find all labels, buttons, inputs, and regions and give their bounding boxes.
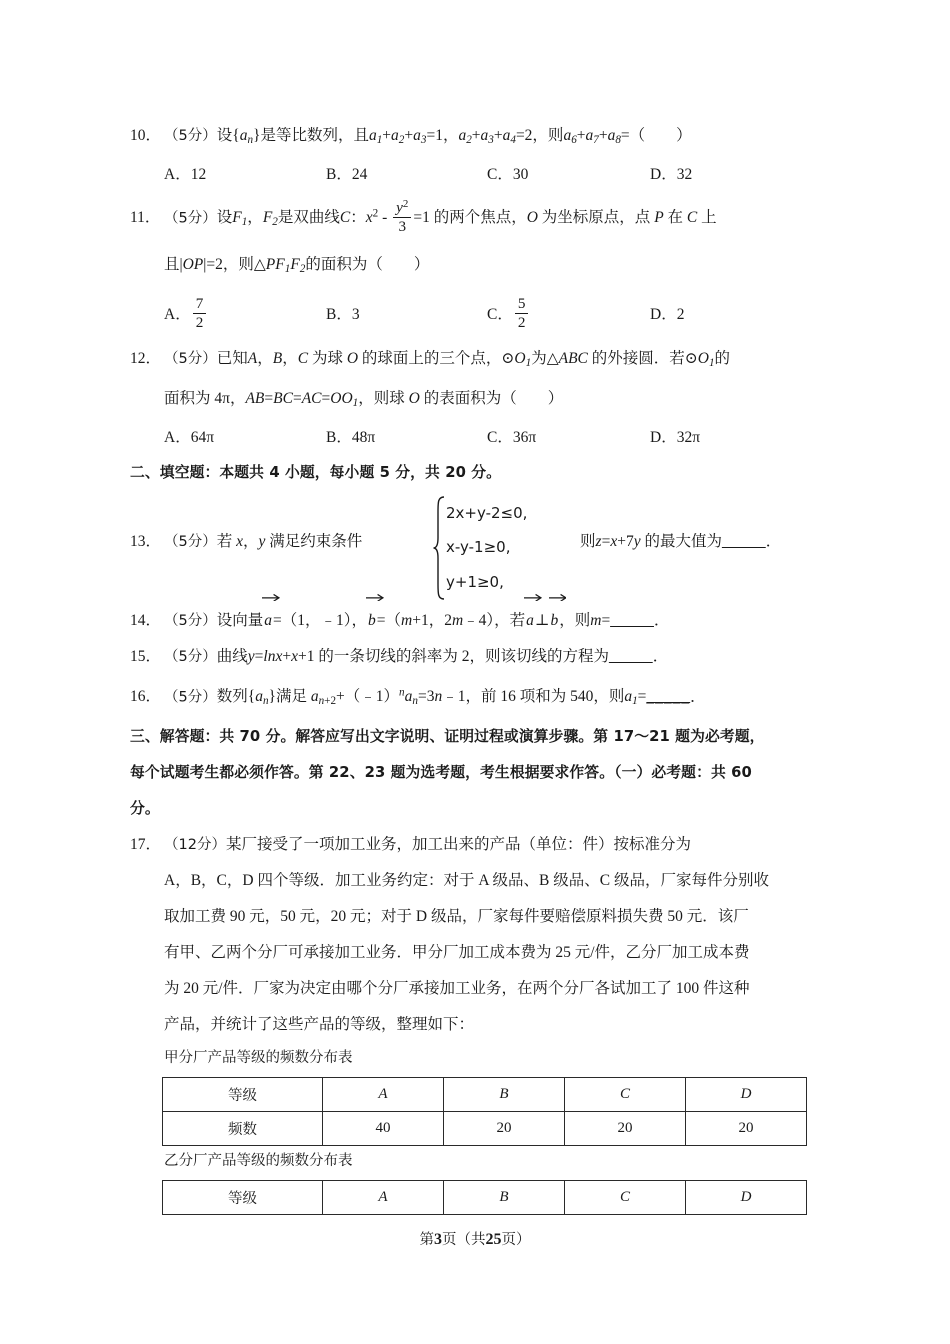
question-13-constraints <box>446 496 527 600</box>
question-13 <box>130 491 830 603</box>
option-10-B[interactable]: B．24 <box>326 166 368 184</box>
question-17-number: 17． <box>130 836 162 854</box>
question-16-text: 16． （5分）数列$\{a_n\}$满足 $a_{n+2}+(﹣1)^na_n=3n﹣1$，前 16 项和为 540，则$a_1=\_\_\_\_\_$． <box>130 675 830 719</box>
question-15 <box>130 639 830 675</box>
question-12 <box>130 341 830 421</box>
footer-page-number: 3 <box>434 1231 442 1248</box>
question-13-lead-text: 若 x，y 满足约束条件 <box>216 532 363 550</box>
frequency-table-factory-jia <box>162 1077 807 1146</box>
question-14-text: 14． （5分）设向量a =（1，﹣1），b =（m+1，2m﹣4），若a ⊥b ，则m=_____． <box>130 603 830 639</box>
brace-icon <box>432 496 446 600</box>
question-12-stem-line1: 12． （5分）已知A，B，C 为球 O 的球面上的三个点，$⊙O_1$为△ABC 的外接圆．若$⊙O_1$的 <box>130 341 830 381</box>
question-10-stem-text: 设$\{a_n\}$是等比数列，且$a_1+a_2+a_3=1$，$a_2+a_3+a_4=2$，则$a_6+a_7+a_8=$（ ） <box>216 127 692 147</box>
question-14-blank[interactable]: _____ <box>610 611 654 629</box>
option-11-B[interactable]: B．3 <box>326 305 360 323</box>
question-11-options <box>130 289 830 341</box>
option-11-A[interactable]: A． $\frac{7}{2}$ <box>164 289 208 341</box>
table-1-freq-B: 20 <box>444 1112 565 1146</box>
question-12-points: （5分） <box>164 350 217 367</box>
question-14-points: （5分） <box>164 612 217 629</box>
question-16 <box>130 675 830 719</box>
question-17-line-5: 为 20 元/件．厂家为决定由哪个分厂承接加工业务，在两个分厂各试加工了 100 件这种 <box>164 980 750 998</box>
option-12-A[interactable]: A．64π <box>164 428 215 446</box>
question-11-points: （5分） <box>164 210 217 227</box>
page-footer <box>0 1228 950 1249</box>
section-3-heading-line-2: 每个试题考生都必须作答。第 22、23 题为选考题，考生根据要求作答。（一）必考题：共 60 <box>130 764 752 782</box>
option-11-A-fraction: $\frac{7}{2}$ <box>193 296 207 331</box>
question-10-number: 10． <box>130 127 162 144</box>
question-10-points: （5分） <box>164 128 217 144</box>
page-content <box>130 118 830 1215</box>
table-row <box>163 1112 807 1146</box>
question-17-line-2: A，B，C，D 四个等级．加工业务约定：对于 A 级品、B 级品、C 级品，厂家每件分别收 <box>164 872 769 890</box>
question-17-line-1: 17． （12分）某厂接受了一项加工业务，加工出来的产品（单位：件）按标准分为 <box>130 827 830 863</box>
question-13-lead <box>130 529 362 551</box>
table-1-caption: 甲分厂产品等级的频数分布表 <box>164 1050 353 1067</box>
question-14 <box>130 603 830 639</box>
option-11-D[interactable]: D．2 <box>650 305 685 323</box>
table-1-freq-D: 20 <box>686 1112 807 1146</box>
table-1-grade-A: A <box>323 1078 444 1112</box>
table-1-freq-C: 20 <box>565 1112 686 1146</box>
question-12-stem-line2: 面积为 4π，$AB=BC=AC=OO_1$，则球 O 的表面积为（ ） <box>164 389 564 409</box>
question-10 <box>130 118 830 158</box>
frequency-table-factory-yi <box>162 1180 807 1215</box>
table-1-grade-C: C <box>565 1078 686 1112</box>
table-2-grade-B: B <box>444 1181 565 1215</box>
question-15-text: 15． （5分）曲线y=lnx+x+1 的一条切线的斜率为 2，则该切线的方程为_____． <box>130 639 830 675</box>
footer-total-pages: 25 <box>485 1231 502 1248</box>
question-16-points: （5分） <box>164 689 217 706</box>
question-11 <box>130 192 830 289</box>
question-17 <box>130 827 830 1043</box>
section-3-heading-line-3: 分。 <box>130 800 160 818</box>
section-3-heading-line-1: 三、解答题：共 70 分。解答应写出文字说明、证明过程或演算步骤。第 17～21 题为必考题， <box>130 728 765 746</box>
question-17-points: （12分） <box>164 837 226 854</box>
section-3-heading <box>130 719 830 827</box>
question-10-stem <box>130 118 830 158</box>
question-13-tail: 则z=x+7y 的最大值为_____． <box>580 532 782 550</box>
option-10-D[interactable]: D．32 <box>650 166 693 184</box>
question-15-points: （5分） <box>164 648 217 665</box>
table-row <box>163 1181 807 1215</box>
table-2-caption: 乙分厂产品等级的频数分布表 <box>164 1153 353 1170</box>
table-1-row-header-freq: 频数 <box>163 1112 323 1146</box>
question-15-number: 15． <box>130 647 162 665</box>
table-row <box>163 1078 807 1112</box>
constraint-2: x-y-1≥0, <box>446 538 511 557</box>
table-1-grade-D: D <box>686 1078 807 1112</box>
question-17-line-3: 取加工费 90 元，50 元，20 元；对于 D 级品，厂家每件要赔偿原料损失费 50 元．该厂 <box>164 908 749 926</box>
question-17-line-4: 有甲、乙两个分厂可承接加工业务．甲分厂加工成本费为 25 元/件，乙分厂加工成本费 <box>164 944 750 962</box>
footer-prefix: 第 <box>419 1232 434 1248</box>
footer-suffix: 页） <box>501 1232 531 1248</box>
table-2-row-header-grade: 等级 <box>163 1181 323 1215</box>
option-12-C[interactable]: C．36π <box>487 428 537 446</box>
constraint-3: y+1≥0, <box>446 573 504 592</box>
option-12-B[interactable]: B．48π <box>326 428 376 446</box>
question-13-blank[interactable]: _____ <box>721 532 766 550</box>
option-12-D[interactable]: D．32π <box>650 428 701 446</box>
question-11-number: 11． <box>130 209 161 227</box>
option-11-C[interactable]: C． $\frac{5}{2}$ <box>487 289 530 341</box>
question-16-blank[interactable]: _____ <box>646 688 691 706</box>
table-1-row-header-grade: 等级 <box>163 1078 323 1112</box>
table-1-grade-B: B <box>444 1078 565 1112</box>
option-11-C-fraction: $\frac{5}{2}$ <box>515 296 529 331</box>
question-13-points: （5分） <box>164 533 217 550</box>
question-16-number: 16． <box>130 688 162 706</box>
table-2-grade-A: A <box>323 1181 444 1215</box>
footer-middle: 页（共 <box>442 1232 486 1248</box>
table-2-grade-C: C <box>565 1181 686 1215</box>
question-15-blank[interactable]: _____ <box>608 647 653 665</box>
question-11-stem-line2: 且|OP|=2，则$\triangle PF_1F_2$的面积为（ ） <box>164 255 430 275</box>
option-10-C[interactable]: C．30 <box>487 166 529 184</box>
question-10-options <box>130 158 830 192</box>
option-10-A[interactable]: A．12 <box>164 166 207 184</box>
question-12-options <box>130 421 830 455</box>
table-2-grade-D: D <box>686 1181 807 1215</box>
question-12-number: 12． <box>130 349 162 367</box>
question-14-number: 14． <box>130 611 162 629</box>
question-13-number: 13． <box>130 532 162 550</box>
question-11-stem-line1: 11． （5分）设$F_1$，$F_2$是双曲线C：$x^2$ - $\frac{y^2}{3}$ =1 的两个焦点，O 为坐标原点，点 P 在 C 上 <box>130 192 830 244</box>
question-17-line-6: 产品，并统计了这些产品的等级，整理如下： <box>164 1016 475 1034</box>
constraint-1: 2x+y-2≤0, <box>446 503 528 522</box>
question-13-system <box>432 496 527 600</box>
table-1-freq-A: 40 <box>323 1112 444 1146</box>
section-2-heading: 二、填空题：本题共 4 小题，每小题 5 分，共 20 分。 <box>130 463 502 481</box>
